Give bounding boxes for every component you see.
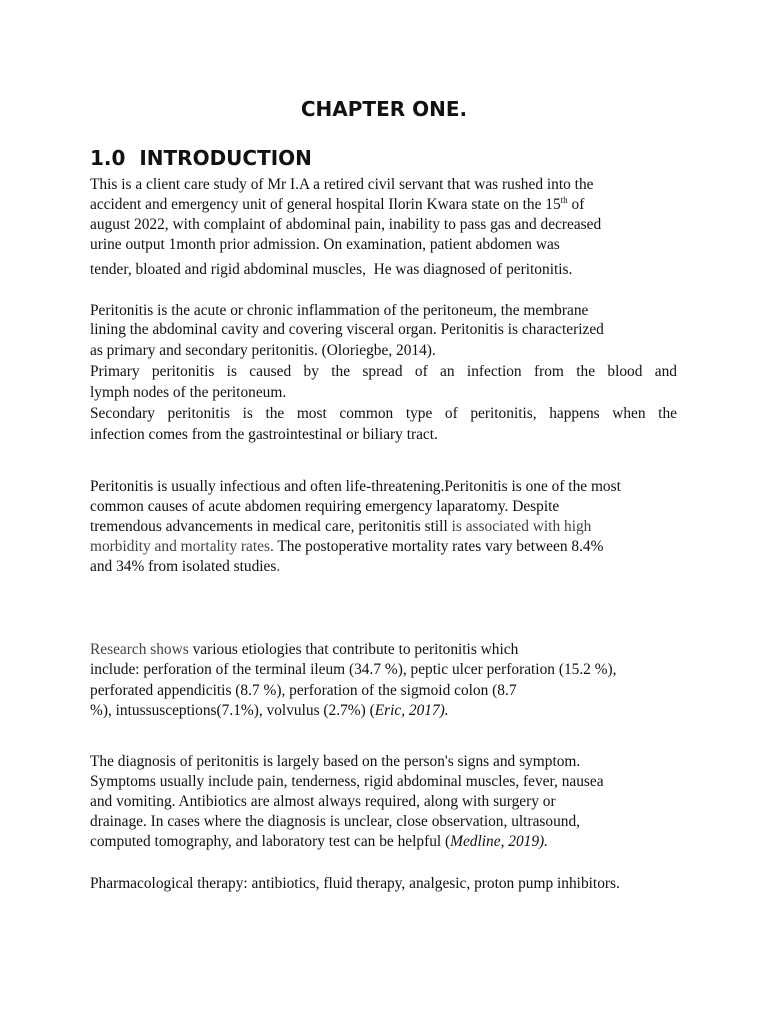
p5-line-1: The diagnosis of peritonitis is largely based on the person's signs and symptom. <box>90 753 581 770</box>
p1-line-2-text: accident and emergency unit of general hospital Ilorin Kwara state on the 15 <box>90 196 561 213</box>
p4-line-1-gray: Research shows <box>90 641 189 658</box>
p4-line-1 <box>90 641 518 659</box>
chapter-title: CHAPTER ONE. <box>300 97 468 121</box>
p1-line-5: tender, bloated and rigid abdominal muscles, He was diagnosed of peritonitis. <box>90 261 573 278</box>
p1-line-2 <box>90 196 584 214</box>
p1-line-3: august 2022, with complaint of abdominal pain, inability to pass gas and decreased <box>90 216 602 233</box>
p2-line-5: lymph nodes of the peritoneum. <box>90 384 287 401</box>
p2-line-6: Secondary peritonitis is the most common type of peritonitis, happens when the <box>90 405 677 422</box>
p1-line-2-end: of <box>567 196 585 213</box>
p3-line-4 <box>90 538 603 556</box>
p5-line-5 <box>90 833 548 851</box>
p4-line-2: include: perforation of the terminal ileum (34.7 %), peptic ulcer perforation (15.2 %), <box>90 661 617 678</box>
p3-line-5-text: and 34% from isolated studies <box>90 558 277 575</box>
p1-line-1: This is a client care study of Mr I.A a retired civil servant that was rushed into the <box>90 176 594 193</box>
p4-line-3: perforated appendicitis (8.7 %), perforation of the sigmoid colon (8.7 <box>90 682 517 699</box>
p4-line-4-text: %), intussusceptions(7.1%), volvulus (2.7%) ( <box>90 702 375 719</box>
p1-line-4: urine output 1month prior admission. On examination, patient abdomen was <box>90 236 560 253</box>
p2-line-4: Primary peritonitis is caused by the spread of an infection from the blood and <box>90 363 677 380</box>
p4-line-1-text: various etiologies that contribute to peritonitis which <box>188 641 519 658</box>
p3-line-1: Peritonitis is usually infectious and often life-threatening.Peritonitis is one of the most <box>90 478 621 495</box>
section-heading: 1.0 INTRODUCTION <box>90 146 312 170</box>
citation-eric: Eric, 2017). <box>374 702 449 719</box>
p5-line-5-text: computed tomography, and laboratory test can be helpful ( <box>90 833 451 850</box>
p3-line-2: common causes of acute abdomen requiring emergency laparatomy. Despite <box>90 498 560 515</box>
p3-line-5-gray: . <box>276 558 281 575</box>
p3-line-3-gray: is associated with high <box>451 518 592 535</box>
ordinal-suffix: th <box>560 195 568 205</box>
p5-line-4: drainage. In cases where the diagnosis is unclear, close observation, ultrasound, <box>90 813 581 830</box>
p3-line-4-text: The postoperative mortality rates vary between 8.4% <box>273 538 604 555</box>
p3-line-5 <box>90 558 280 576</box>
p3-line-4-gray: morbidity and mortality rates. <box>90 538 274 555</box>
p2-line-3: as primary and secondary peritonitis. (Oloriegbe, 2014). <box>90 342 436 359</box>
citation-medline: Medline, 2019). <box>450 833 549 850</box>
p5-line-2: Symptoms usually include pain, tenderness, rigid abdominal muscles, fever, nausea <box>90 773 604 790</box>
p3-line-3-text: tremendous advancements in medical care, peritonitis still <box>90 518 452 535</box>
p2-line-2: lining the abdominal cavity and covering visceral organ. Peritonitis is characterized <box>90 321 604 338</box>
p2-line-1: Peritonitis is the acute or chronic inflammation of the peritoneum, the membrane <box>90 302 589 319</box>
p6-line-1: Pharmacological therapy: antibiotics, fluid therapy, analgesic, proton pump inhibitors. <box>90 875 620 892</box>
p2-line-7: infection comes from the gastrointestinal or biliary tract. <box>90 426 438 443</box>
p5-line-3: and vomiting. Antibiotics are almost always required, along with surgery or <box>90 793 556 810</box>
p4-line-4 <box>90 702 449 720</box>
p3-line-3 <box>90 518 591 536</box>
